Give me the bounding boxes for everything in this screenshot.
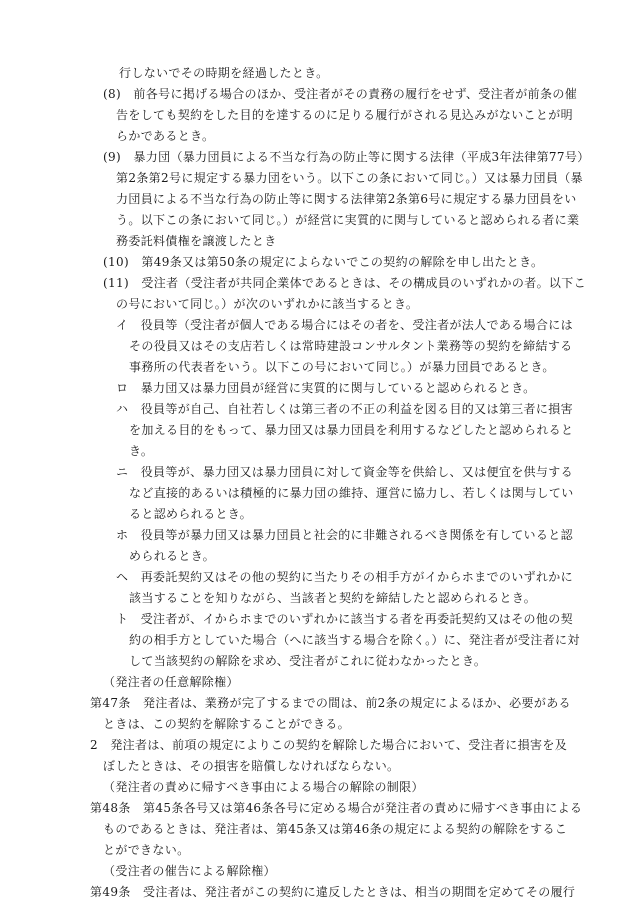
text-line: の号において同じ。）が次のいずれかに該当するとき。 <box>116 297 419 311</box>
text-line: 行しないでその時期を経過したとき。 <box>119 66 329 80</box>
text-line: 該当することを知りながら、当該者と契約を締結したと認められるとき。 <box>129 591 537 605</box>
text-line: (9) 暴力団（暴力団員による不当な行為の防止等に関する法律（平成3年法律第77号） <box>103 150 590 164</box>
section-heading: （発注者の責めに帰すべき事由による場合の解除の制限） <box>103 780 424 794</box>
text-line: 告をしても契約をした目的を達するのに足りる履行がされる見込みがないことが明 <box>116 108 573 122</box>
text-line: とができない。 <box>103 843 190 857</box>
text-line: (11) 受注者（受注者が共同企業体であるときは、その構成員のいずれかの者。以下こ <box>103 276 586 290</box>
text-line: められるとき。 <box>129 549 215 563</box>
text-line: 力団員による不当な行為の防止等に関する法律第2条第6号に規定する暴力団員をい <box>116 192 577 206</box>
text-line: ハ 役員等が自己、自社若しくは第三者の不正の利益を図る目的又は第三者に損害 <box>116 402 573 416</box>
text-line: その役員又はその支店若しくは常時建設コンサルタント業務等の契約を締結する <box>129 339 573 353</box>
text-line: き。 <box>129 444 154 458</box>
text-line: ぼしたときは、その損害を賠償しなければならない。 <box>103 759 400 773</box>
text-line: ヘ 再委託契約又はその他の契約に当たりその相手方がイからホまでのいずれかに <box>116 570 573 584</box>
text-line: (8) 前各号に掲げる場合のほか、受注者がその責務の履行をせず、受注者が前条の催 <box>103 87 578 101</box>
text-line: う。以下この条において同じ。）が経営に実質的に関与していると認められる者に業 <box>116 213 580 227</box>
text-line: ト 受注者が、イからホまでのいずれかに該当する者を再委託契約又はその他の契 <box>116 612 573 626</box>
text-line: ニ 役員等が、暴力団又は暴力団員に対して資金等を供給し、又は便宜を供与する <box>116 465 573 479</box>
text-line: 第49条 受注者は、発注者がこの契約に違反したときは、相当の期間を定めてその履行 <box>90 885 576 899</box>
section-heading: （発注者の任意解除権） <box>103 675 239 689</box>
text-line: 第48条 第45条各号又は第46条各号に定める場合が発注者の責めに帰すべき事由による <box>90 801 583 815</box>
text-line: (10) 第49条又は第50条の規定によらないでこの契約の解除を申し出たとき。 <box>103 255 544 269</box>
text-line: 事務所の代表者をいう。以下この号において同じ。）が暴力団員であるとき。 <box>129 360 555 374</box>
text-line: イ 役員等（受注者が個人である場合にはその者を、受注者が法人である場合には <box>116 318 573 332</box>
text-line: ときは、この契約を解除することができる。 <box>103 717 351 731</box>
text-line: 務委託料債権を譲渡したとき <box>116 234 277 248</box>
text-line: ると認められるとき。 <box>129 507 253 521</box>
text-line: など直接的あるいは積極的に暴力団の維持、運営に協力し、若しくは関与してい <box>129 486 574 500</box>
text-line: らかであるとき。 <box>116 129 215 143</box>
text-line: を加える目的をもって、暴力団又は暴力団員を利用するなどしたと認められると <box>129 423 574 437</box>
text-line: 約の相手方としていた場合（へに該当する場合を除く。）に、発注者が受注者に対 <box>129 633 580 647</box>
text-line: ロ 暴力団又は暴力団員が経営に実質的に関与していると認められるとき。 <box>116 381 536 395</box>
text-line: して当該契約の解除を求め、受注者がこれに従わなかったとき。 <box>129 654 487 668</box>
text-line: ものであるときは、発注者は、第45条又は第46条の規定による契約の解除をするこ <box>103 822 568 836</box>
text-line: （受注者の催告による解除権） <box>103 864 276 878</box>
text-line: 第2条第2号に規定する暴力団をいう。以下この条において同じ。）又は暴力団員（暴 <box>116 171 583 185</box>
text-line: ホ 役員等が暴力団又は暴力団員と社会的に非難されるべき関係を有していると認 <box>116 528 573 542</box>
text-line: 2 発注者は、前項の規定によりこの契約を解除した場合において、受注者に損害を及 <box>90 738 568 752</box>
article-line: 第47条 発注者は、業務が完了するまでの間は、前2条の規定によるほか、必要がある <box>90 696 571 710</box>
